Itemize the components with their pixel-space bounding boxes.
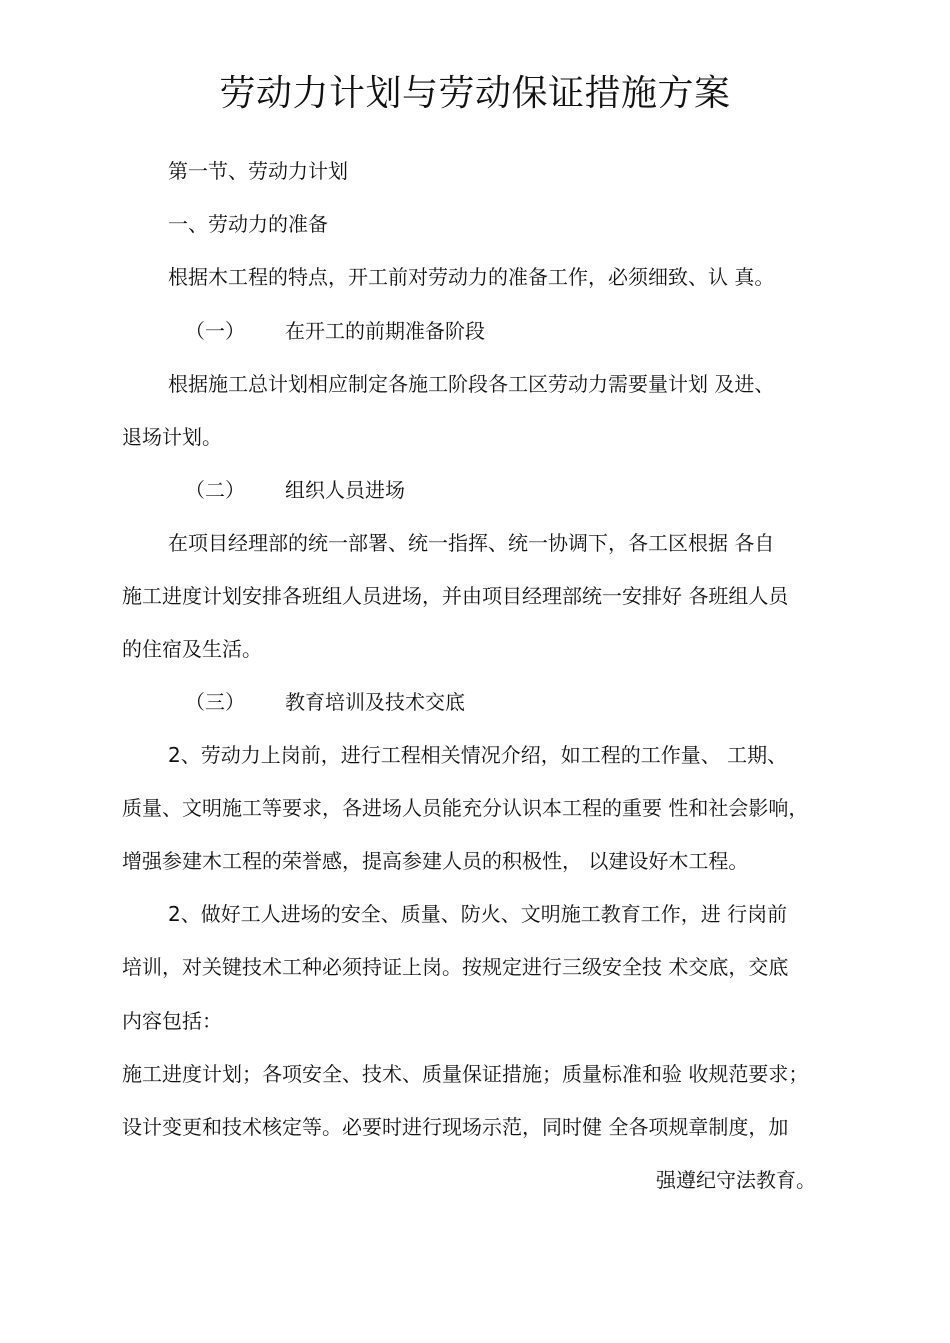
paragraph-line: 2、劳动力上岗前，进行工程相关情况介绍，如工程的工作量、 工期、 (168, 743, 788, 767)
paragraph-line: 的住宿及生活。 (122, 637, 262, 661)
paragraph-line: 在项目经理部的统一部署、统一指挥、统一协调下，各工区根据 各自 (168, 531, 775, 555)
item-heading-text: 教育培训及技术交底 (285, 690, 465, 714)
numbered-heading (185, 688, 465, 716)
document-title: 劳动力计划与劳动保证措施方案 (219, 73, 731, 114)
section-heading: 第一节、劳动力计划 (168, 159, 348, 183)
paragraph-line: 根据木工程的特点，开工前对劳动力的准备工作，必须细致、认 真。 (168, 265, 775, 289)
item-heading-text: 在开工的前期准备阶段 (285, 319, 485, 343)
item-heading-text: 组织人员进场 (285, 478, 405, 502)
item-number: （二） (185, 478, 245, 502)
paragraph-line: 施工进度计划；各项安全、技术、质量保证措施；质量标准和验 收规范要求； (122, 1062, 809, 1086)
paragraph-line: 退场计划。 (122, 425, 222, 449)
paragraph-line: 施工进度计划安排各班组人员进场，并由项目经理部统一安排好 各班组人员 (122, 584, 789, 608)
paragraph-line: 质量、文明施工等要求，各进场人员能充分认识本工程的重要 性和社会影响， (122, 796, 809, 820)
paragraph-line: 2、做好工人进场的安全、质量、防火、文明施工教育工作，进 行岗前 (168, 902, 788, 926)
paragraph-line: 内容包括： (122, 1009, 222, 1033)
paragraph-line: 培训，对关键技术工种必须持证上岗。按规定进行三级安全技 术交底，交底 (122, 955, 789, 979)
item-number: （三） (185, 690, 245, 714)
subsection-heading: 一、劳动力的准备 (168, 212, 328, 236)
paragraph-line: 设计变更和技术核定等。必要时进行现场示范，同时健 全各项规章制度，加 (122, 1115, 789, 1139)
numbered-heading (185, 317, 485, 345)
paragraph-line: 根据施工总计划相应制定各施工阶段各工区劳动力需要量计划 及进、 (168, 372, 775, 396)
numbered-heading (185, 476, 405, 504)
paragraph-line: 强遵纪守法教育。 (656, 1168, 816, 1192)
paragraph-line: 增强参建木工程的荣誉感，提高参建人员的积极性， 以建设好木工程。 (122, 849, 749, 873)
item-number: （一） (185, 319, 245, 343)
